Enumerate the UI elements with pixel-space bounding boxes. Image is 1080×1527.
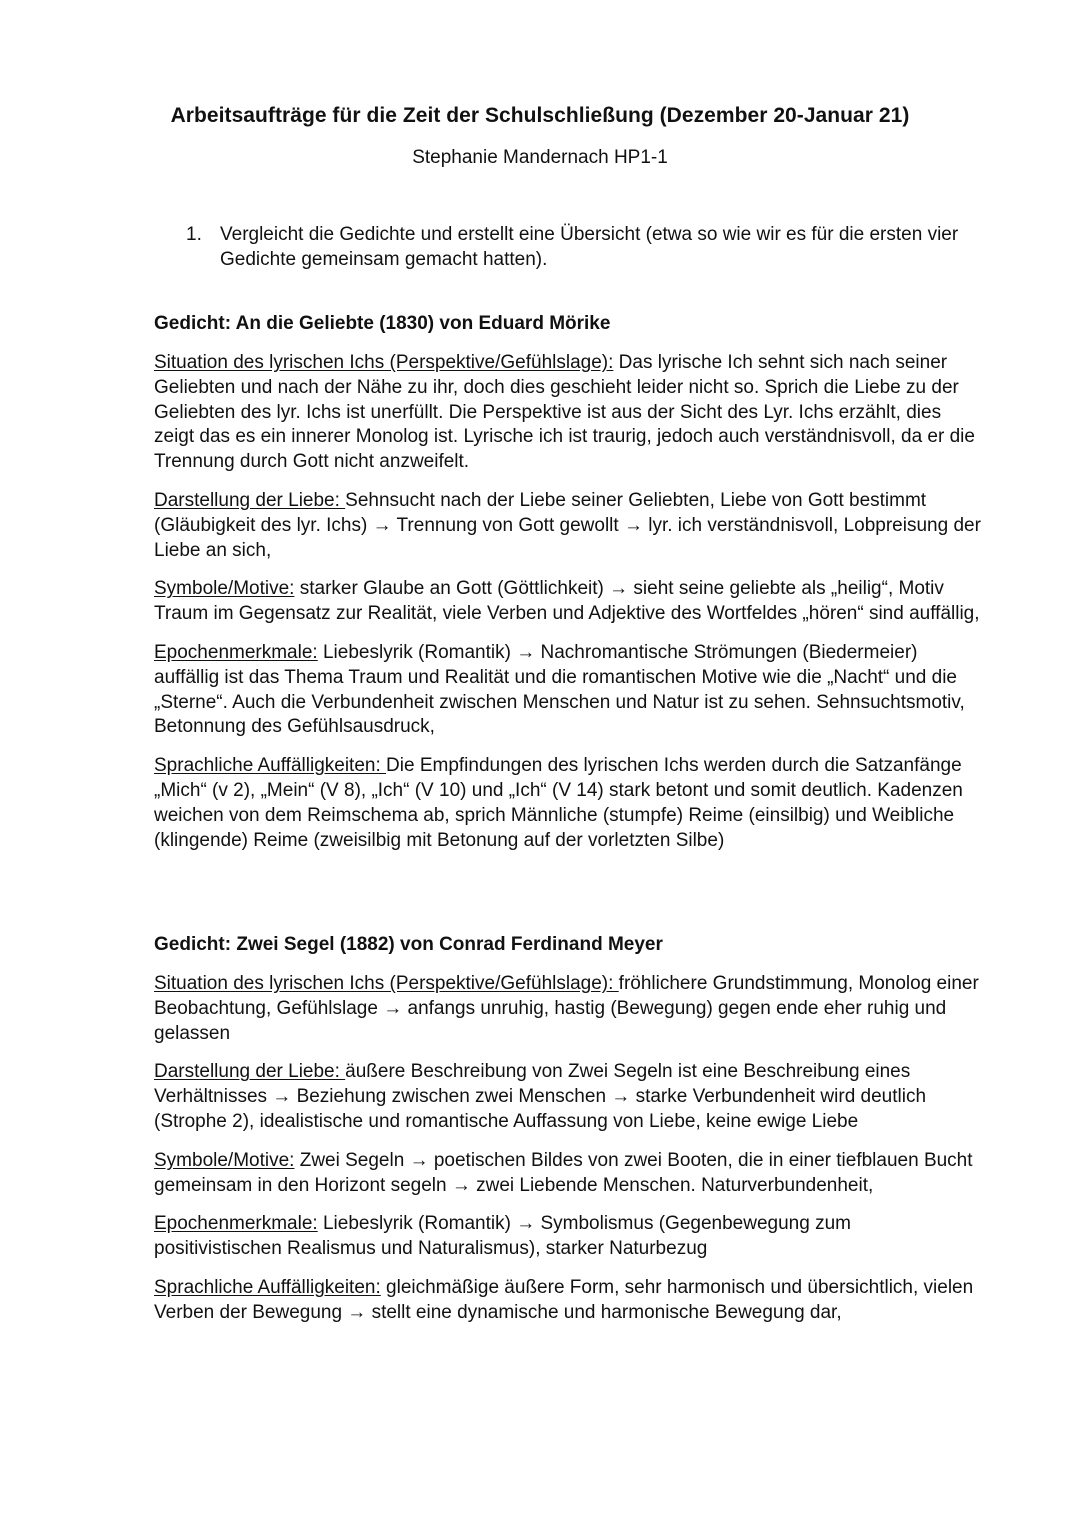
liebe-label: Darstellung der Liebe:	[154, 489, 346, 511]
sprache-label: Sprachliche Auffälligkeiten:	[154, 755, 387, 777]
poem-section-moerike	[154, 312, 984, 867]
epoche-text: Liebeslyrik (Romantik) → Symbolismus (Gegenbewegung zum positivistischen Realismus und Naturalismus), starker Naturbezug	[154, 1213, 851, 1260]
liebe-paragraph	[154, 489, 984, 563]
symbole-paragraph	[154, 577, 984, 627]
situation-text: fröhlichere Grundstimmung, Monolog einer Beobachtung, Gefühlslage → anfangs unruhig, hastig (Bewegung) gegen ende eher ruhig und gelassen	[154, 973, 979, 1044]
situation-label: Situation des lyrischen Ichs (Perspektive/Gefühlslage):	[154, 973, 619, 994]
symbole-label: Symbole/Motive:	[154, 1149, 295, 1171]
document-title: Arbeitsaufträge für die Zeit der Schulschließung (Dezember 20-Januar 21)	[170, 104, 910, 127]
epoche-paragraph	[154, 641, 984, 740]
task-text: Vergleicht die Gedichte und erstellt eine Übersicht (etwa so wie wir es für die ersten vier Gedichte gemeinsam gemacht hatten).	[220, 224, 959, 270]
liebe-label: Darstellung der Liebe:	[154, 1061, 346, 1083]
sprache-label: Sprachliche Auffälligkeiten:	[154, 1276, 381, 1298]
sprache-paragraph	[154, 754, 984, 853]
liebe-text: äußere Beschreibung von Zwei Segeln ist eine Beschreibung eines Verhältnisses → Beziehung zwischen zwei Menschen → starke Verbundenheit wird deutlich (Strophe 2), idealistische und romantische Auffassung von Liebe, keine ewige Liebe	[154, 1061, 927, 1132]
symbole-label: Symbole/Motive:	[154, 578, 295, 600]
sprache-text: Die Empfindungen des lyrischen Ichs werden durch die Satzanfänge „Mich“ (v 2), „Mein“ (V 8), „Ich“ (V 10) und „Ich“ (V 14) stark betont und somit deutlich. Kadenzen weichen von dem Reimschema ab, sprich Männliche (stumpfe) Reime (einsilbig) und Weibliche (klingende) Reime (zweisilbig mit Betonung auf der vorletzten Silbe)	[154, 755, 963, 851]
liebe-text: Sehnsucht nach der Liebe seiner Geliebten, Liebe von Gott bestimmt (Gläubigkeit des lyr. Ichs) → Trennung von Gott gewollt → lyr. ich verständnisvoll, Lobpreisung der Liebe an sich,	[154, 489, 981, 561]
sprache-paragraph	[154, 1276, 984, 1326]
symbole-text: Zwei Segeln → poetischen Bildes von zwei Booten, die in einer tiefblauen Bucht gemeinsam in den Horizont segeln → zwei Liebende Menschen. Naturverbundenheit,	[154, 1149, 973, 1196]
sprache-text: gleichmäßige äußere Form, sehr harmonisch und übersichtlich, vielen Verben der Bewegung → stellt eine dynamische und harmonische Bewegung dar,	[154, 1276, 974, 1323]
poem-section-meyer	[154, 933, 984, 1340]
symbole-paragraph	[154, 1149, 984, 1199]
epoche-text: Liebeslyrik (Romantik) → Nachromantische Strömungen (Biedermeier) auffällig ist das Thema Traum und Realität und die romantischen Motive wie die „Nacht“ und die „Sterne“. Auch die Verbundenheit zwischen Menschen und Natur ist zu sehen. Sehnsuchtsmotiv, Betonnung des Gefühlsausdruck,	[154, 641, 965, 738]
epoche-label: Epochenmerkmale:	[154, 1213, 318, 1235]
situation-text: Das lyrische Ich sehnt sich nach seiner Geliebten und nach der Nähe zu ihr, doch dies geschieht leider nicht so. Sprich die Liebe zu der Geliebten des lyr. Ichs ist unerfüllt. Die Perspektive ist aus der Sicht des Lyr. Ichs erzählt, dies zeigt das es ein innerer Monolog ist. Lyrische ich ist traurig, jedoch auch verständnisvoll, da er die Trennung durch Gott nicht anzweifelt.	[154, 352, 975, 473]
situation-label: Situation des lyrischen Ichs (Perspektive/Gefühlslage):	[154, 352, 614, 373]
situation-paragraph	[154, 972, 984, 1046]
liebe-paragraph	[154, 1060, 984, 1134]
poem-heading: Gedicht: Zwei Segel (1882) von Conrad Ferdinand Meyer	[154, 934, 663, 955]
symbole-text: starker Glaube an Gott (Göttlichkeit) → sieht seine geliebte als „heilig“, Motiv Traum im Gegensatz zur Realität, viele Verben und Adjektive des Wortfeldes „hören“ sind auffällig,	[154, 578, 980, 625]
task-item	[186, 223, 986, 273]
author-line: Stephanie Mandernach HP1-1	[412, 147, 668, 168]
task-number: 1.	[186, 224, 202, 245]
poem-heading: Gedicht: An die Geliebte (1830) von Eduard Mörike	[154, 313, 611, 334]
situation-paragraph	[154, 351, 984, 475]
epoche-label: Epochenmerkmale:	[154, 641, 318, 663]
epoche-paragraph	[154, 1212, 984, 1262]
